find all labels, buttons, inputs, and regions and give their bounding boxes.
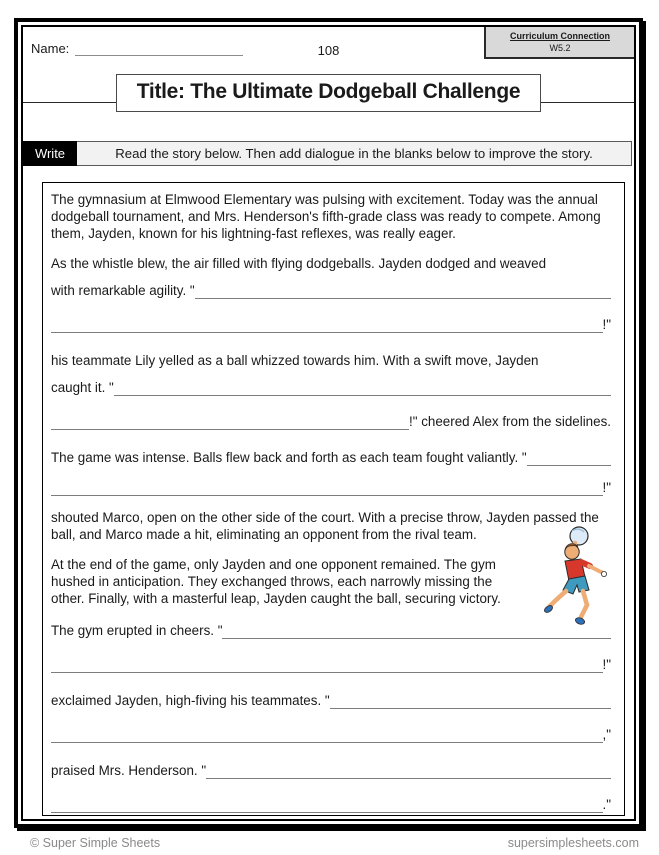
dialogue-lead-5: exclaimed Jayden, high-fiving his teammates. "	[51, 693, 330, 708]
dialogue-lead-1: with remarkable agility. "	[51, 283, 195, 298]
dialogue-lead-6: praised Mrs. Henderson. "	[51, 763, 207, 778]
dialogue-blank-line[interactable]	[527, 451, 611, 466]
dialogue-tail-3: !"	[602, 480, 611, 495]
page-title: Title: The Ultimate Dodgeball Challenge	[116, 74, 541, 112]
dialogue-blank-row-3	[51, 479, 611, 496]
dialogue-tail-6: ."	[602, 797, 611, 812]
footer-website: supersimplesheets.com	[507, 836, 639, 850]
dialogue-blank-row-4	[51, 656, 611, 673]
dialogue-blank-line[interactable]	[51, 798, 603, 813]
dialogue-lead-2: caught it. "	[51, 380, 114, 395]
dialogue-tail-1: !"	[602, 317, 611, 332]
dialogue-tail-4: !"	[602, 657, 611, 672]
player-body	[544, 543, 607, 625]
dialogue-blank-line[interactable]	[195, 284, 611, 299]
curriculum-connection-badge	[484, 27, 634, 59]
page-number: 108	[317, 43, 340, 58]
dialogue-tail-5: ,"	[602, 727, 611, 742]
header	[23, 27, 634, 75]
worksheet-outer-border	[14, 18, 643, 828]
badge-title: Curriculum Connection	[509, 31, 610, 41]
dialogue-lead-row-6	[51, 762, 611, 779]
dialogue-blank-line[interactable]	[330, 694, 611, 709]
dialogue-blank-line[interactable]	[51, 728, 603, 743]
story-paragraph-6: At the end of the game, only Jayden and one opponent remained. The gym hushed in anticipation. They exchanged throws, each narrowly missing the other. Finally, with a masterful leap, Jayden caught the ball, securing victory.	[51, 557, 501, 606]
story-paragraph-2-line1: As the whistle blew, the air filled with flying dodgeballs. Jayden dodged and weaved	[51, 256, 547, 271]
dialogue-blank-line[interactable]	[51, 658, 603, 673]
dialogue-lead-row-3	[51, 449, 611, 466]
dialogue-lead-row-4	[51, 622, 611, 639]
dialogue-lead-3: The game was intense. Balls flew back and forth as each team fought valiantly. "	[51, 450, 527, 465]
dialogue-blank-line[interactable]	[114, 381, 611, 396]
title-section	[23, 81, 634, 127]
story-paragraph-1: The gymnasium at Elmwood Elementary was pulsing with excitement. Today was the annual dodgeball tournament, and Mrs. Henderson's fifth-grade class was ready to compete. Among them, Jayden, known for his lightning-fast reflexes, was really eager.	[51, 192, 601, 241]
ball-icon	[570, 527, 588, 545]
dialogue-lead-row-5	[51, 692, 611, 709]
dialogue-lead-4: The gym erupted in cheers. "	[51, 623, 223, 638]
footer-copyright: © Super Simple Sheets	[30, 836, 161, 850]
dialogue-lead-row-2	[51, 379, 611, 396]
badge-code: W5.2	[549, 43, 571, 53]
story-paragraph-5: shouted Marco, open on the other side of the court. With a precise throw, Jayden passed the ball, and Marco made a hit, eliminating an opponent from the rival team.	[51, 510, 599, 542]
instruction-text: Read the story below. Then add dialogue in the blanks below to improve the story.	[77, 141, 632, 166]
dodgeball-player-illustration	[544, 525, 612, 627]
dialogue-blank-line[interactable]	[51, 415, 409, 430]
dialogue-tail-2: !" cheered Alex from the sidelines.	[409, 414, 611, 429]
instruction-row	[23, 141, 634, 166]
dialogue-blank-line[interactable]	[51, 481, 603, 496]
dialogue-blank-line[interactable]	[206, 764, 611, 779]
worksheet-inner-border	[21, 25, 636, 821]
dialogue-blank-line[interactable]	[51, 318, 603, 333]
dialogue-blank-row-1	[51, 316, 611, 333]
name-label: Name:	[31, 41, 70, 56]
dialogue-blank-row-5	[51, 726, 611, 743]
story-box	[42, 182, 625, 816]
story-paragraph-3-line1: his teammate Lily yelled as a ball whizzed towards him. With a swift move, Jayden	[51, 353, 539, 368]
dialogue-blank-row-6	[51, 796, 611, 813]
dialogue-lead-row-1	[51, 282, 611, 299]
dialogue-blank-row-2	[51, 413, 611, 430]
footer	[30, 836, 639, 850]
write-tag: Write	[23, 141, 77, 166]
